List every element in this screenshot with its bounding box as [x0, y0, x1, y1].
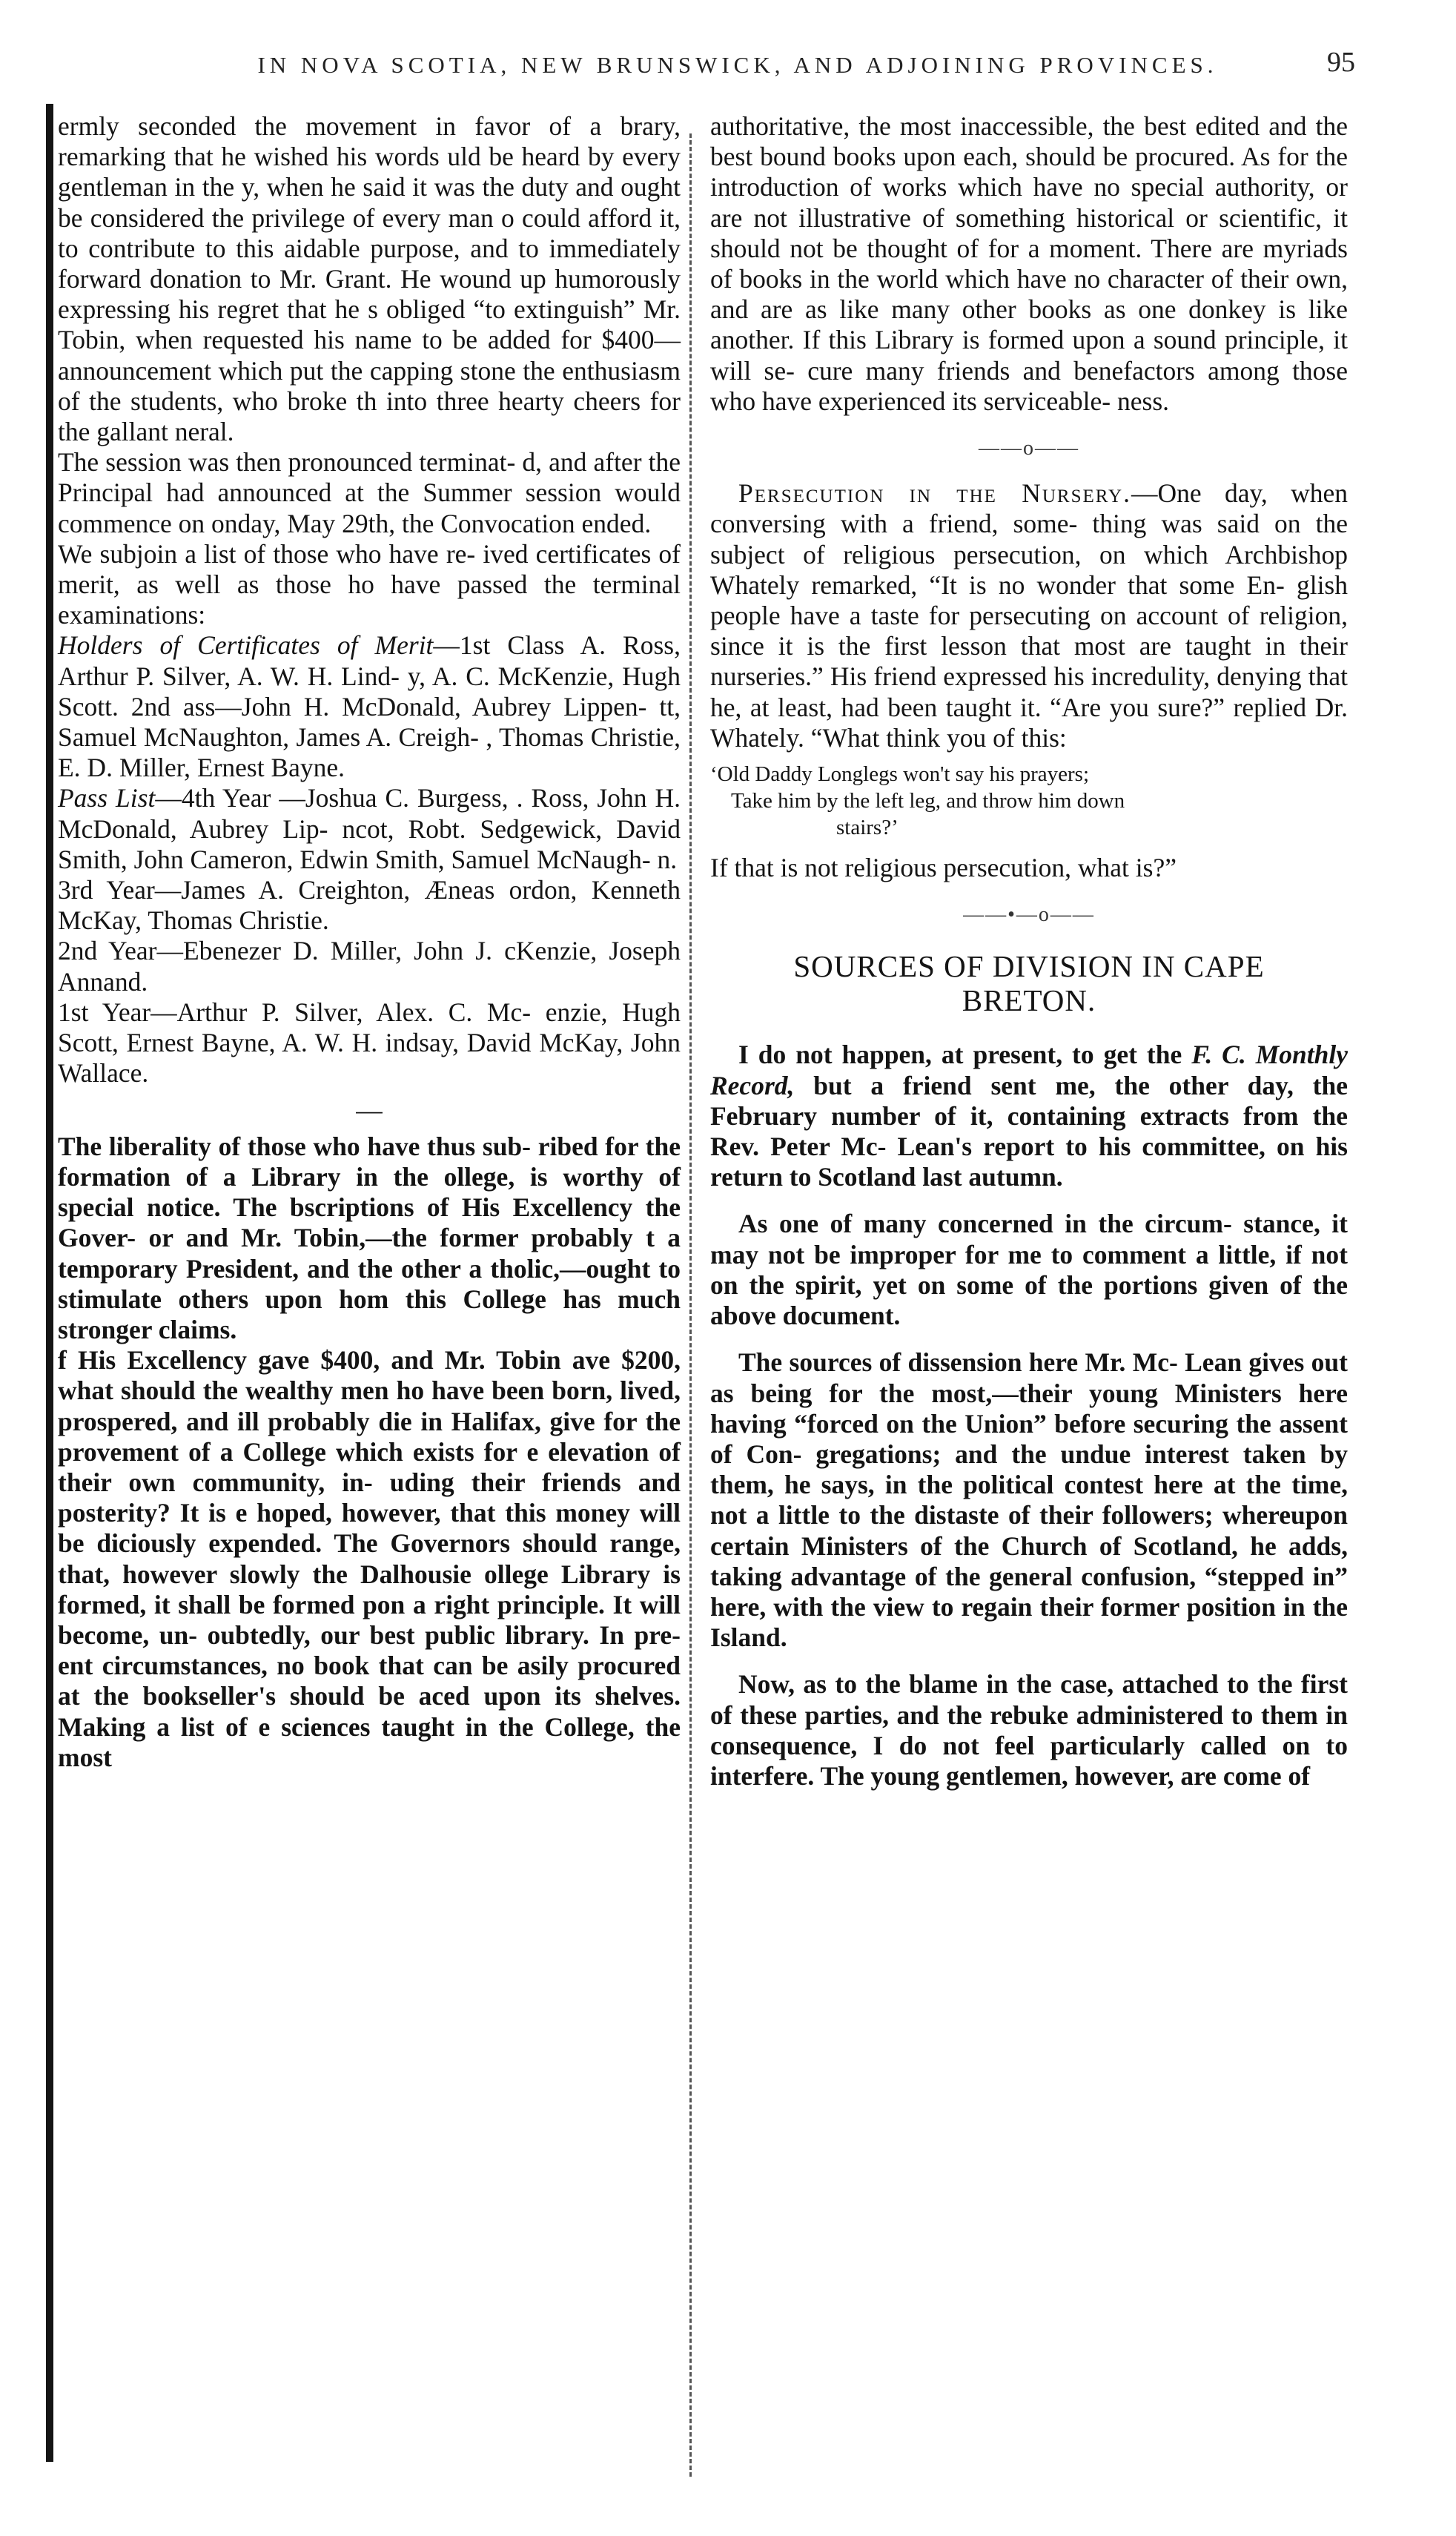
page-number: 95	[1327, 47, 1355, 78]
article-heading-persecution: Persecution in the Nursery.	[738, 478, 1131, 509]
paragraph-monthly-record	[710, 1040, 1348, 1192]
paragraph-library-liberality: The liberality of those who have thus sub- ribed for the formation of a Library in the ollege, is worthy of special notice. The bscriptions of His Excellency the Gover- or and Mr. Tobin,—the former probably t a temporary President, and the other a tholic,—ought to stimulate others upon hom this College has much stronger claims.	[58, 1131, 681, 1344]
nursery-rhyme	[710, 761, 1348, 841]
paragraph-certificates	[58, 630, 681, 783]
running-header: IN NOVA SCOTIA, NEW BRUNSWICK, AND ADJOINING PROVINCES.	[257, 52, 1218, 78]
paragraph-blame: Now, as to the blame in the case, attached to the first of these parties, and the rebuke administered to them in consequence, I do not feel particularly called on to interfere. The young gentlemen, however, are come of	[710, 1669, 1348, 1791]
section-dash: —	[356, 1094, 383, 1125]
paragraph-gap	[710, 1653, 1348, 1669]
separator-ornament-2: ——•—o——	[963, 903, 1095, 927]
paragraph-list-intro: We subjoin a list of those who have re- ived certificates of merit, as well as those ho have passed the terminal examinations:	[58, 538, 681, 630]
paragraph-library-donations: f His Excellency gave $400, and Mr. Tobin ave $200, what should the wealthy men ho have been born, lived, prospered, and ill probably die in Halifax, give for the provement of a College which exists for e elevation of their own community, in- uding their friends and posterity? It is e hoped, however, that this money will be diciously expended. The Governors should range, that, however slowly the Dalhousie ollege Library is formed, it shall be formed pon a right principle. It will become, un- oubtedly, our best public library. In pre- ent circumstances, no book that can be asily procured at the bookseller's should be aced upon its shelves. Making a list of e sciences taught in the College, the most	[58, 1345, 681, 1772]
paragraph-convocation: ermly seconded the movement in favor of a brary, remarking that he wished his words uld be heard by every gentleman in the y, when he said it was the duty and ought be considered the privilege of every man o could afford it, to contribute to this aidable purpose, and to immediately forward donation to Mr. Grant. He wound up humorously expressing his regret that he s obliged “to extinguish” Mr. Tobin, when requested his name to be added for $400— announcement which put the capping stone the enthusiasm of the students, who broke th into three hearty cheers for the gallant neral.	[58, 111, 681, 447]
pass-list-label: Pass List	[58, 783, 156, 813]
left-margin-rule	[46, 104, 53, 2462]
paragraph-session-ended: The session was then pronounced terminat- d, and after the Principal had announced at the Summer session would commence on onday, May 29th, the Convocation ended.	[58, 447, 681, 538]
persecution-text: —One day, when conversing with a friend, some- thing was said on the subject of religious persecution, on which Archbishop Whately remarked, “It is no wonder that some En- glish people have a taste for persecuting on account of religion, since it is the first lesson that most are taught in their nurseries.” His friend expressed his incredulity, denying that he, at least, had been taught it. “Are you sure?” replied Dr. Whately. “What think you of this:	[710, 478, 1348, 753]
separator-ornament: ——o——	[979, 437, 1079, 460]
paragraph-second-year: 2nd Year—Ebenezer D. Miller, John J. cKenzie, Joseph Annand.	[58, 936, 681, 997]
paragraph-library-continued: authoritative, the most inaccessible, the best edited and the best bound books upon each, should be procured. As for the introduction of works which have no special authority, or are not illustrative of something historical or scientific, it should not be thought of for a moment. There are myriads of books in the world which have no character of their own, and are as like many other books as one donkey is like another. If this Library is formed upon a sound principle, it will se- cure many friends and benefactors among those who have experienced its serviceable- ness.	[710, 111, 1348, 416]
certificates-label: Holders of Certificates of Merit	[58, 630, 434, 661]
article-title-cape-breton: SOURCES OF DIVISION IN CAPE BRETON.	[793, 949, 1265, 1018]
paragraph-persecution	[710, 478, 1348, 753]
paragraph-first-year: 1st Year—Arthur P. Silver, Alex. C. Mc- enzie, Hugh Scott, Ernest Bayne, A. W. H. indsay, David McKay, John Wallace.	[58, 997, 681, 1089]
paragraph-gap	[710, 1192, 1348, 1209]
paragraph-concerned: As one of many concerned in the circum- stance, it may not be improper for me to comment a little, if not on the spirit, yet on some of the portions given of the above document.	[710, 1209, 1348, 1331]
rhyme-line-1: ‘Old Daddy Longlegs won't say his prayers;	[710, 762, 1090, 787]
paragraph-pass-list	[58, 783, 681, 875]
paragraph-gap	[710, 1331, 1348, 1347]
left-column	[58, 111, 681, 1773]
monthly-record-title: F. C. Monthly Record,	[710, 1040, 1348, 1100]
rhyme-line-3: stairs?’	[836, 816, 899, 840]
paragraph-dissension: The sources of dissension here Mr. Mc- Lean gives out as being for the most,—their young Ministers here having “forced on the Union” before securing the assent of Con- gregations; and the undue interest taken by them, he says, in the political contest here at the time, not a little to the distaste of their followers; whereupon certain Ministers of the Church of Scotland, he adds, taking advantage of the general confusion, “stepped in” here, with the view to regain their former position in the Island.	[710, 1347, 1348, 1653]
certificates-text: —1st Class A. Ross, Arthur P. Silver, A. W. H. Lind- y, A. C. McKenzie, Hugh Scott. 2nd ass—John H. McDonald, Aubrey Lippen- tt, Samuel McNaughton, James A. Creigh- , Thomas Christie, E. D. Miller, Ernest Bayne.	[58, 630, 681, 783]
monthly-record-before: I do not happen, at present, to get the	[738, 1040, 1182, 1070]
pass-list-text: —4th Year —Joshua C. Burgess, . Ross, John H. McDonald, Aubrey Lip- ncot, Robt. Sedgewick, David Smith, John Cameron, Edwin Smith, Samuel McNaugh- n.	[58, 783, 681, 874]
paragraph-third-year: 3rd Year—James A. Creighton, Æneas ordon, Kenneth McKay, Thomas Christie.	[58, 875, 681, 936]
column-divider	[689, 133, 692, 2477]
rhyme-line-2: Take him by the left leg, and throw him down	[731, 789, 1125, 813]
right-column	[710, 111, 1348, 1792]
paragraph-persecution-close: If that is not religious persecution, what is?”	[710, 853, 1177, 883]
monthly-record-after: but a friend sent me, the other day, the February number of it, containing extracts from the Rev. Peter Mc- Lean's report to his committee, on his return to Scotland last autumn.	[710, 1070, 1349, 1192]
